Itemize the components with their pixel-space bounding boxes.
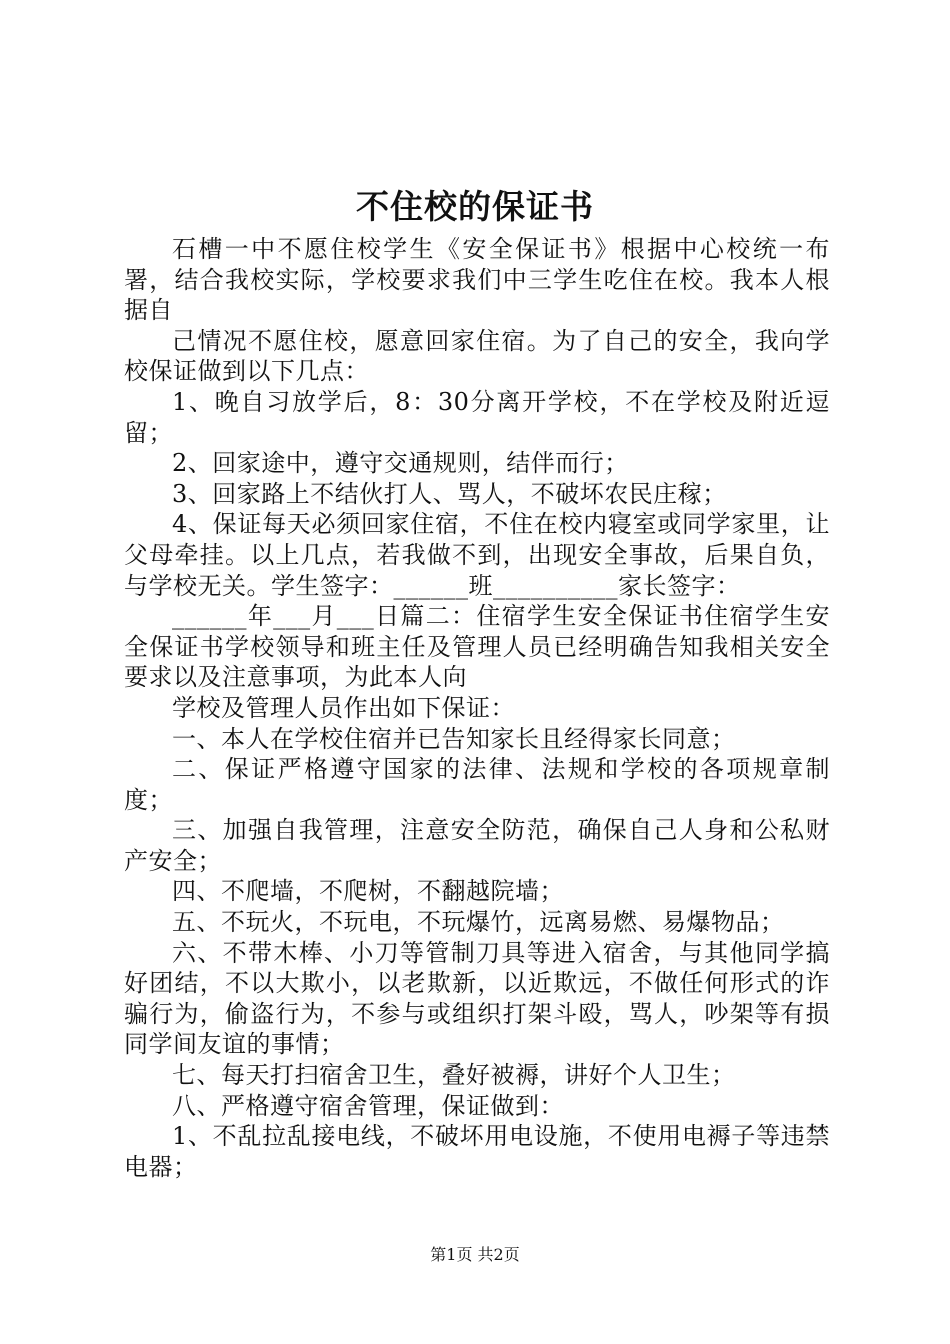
paragraph: 六、不带木棒、小刀等管制刀具等进入宿舍，与其他同学搞好团结，不以大欺小，以老欺新，以近欺远，不做任何形式的诈骗行为，偷盗行为，不参与或组织打架斗殴，骂人，吵架等有损同学间友谊的事情； (124, 938, 830, 1059)
document-body (124, 234, 830, 1182)
paragraph: 一、本人在学校住宿并已告知家长且经得家长同意； (172, 724, 736, 753)
paragraph: 五、不玩火，不玩电，不玩爆竹，远离易燃、易爆物品； (172, 908, 785, 937)
paragraph: 4、保证每天必须回家住宿，不住在校内寝室或同学家里，让父母牵挂。以上几点，若我做不到，出现安全事故，后果自负，与学校无关。学生签字：______班__________家长签字： (124, 510, 830, 600)
paragraph: 七、每天打扫宿舍卫生，叠好被褥，讲好个人卫生； (172, 1061, 736, 1090)
paragraph: 2、回家途中，遵守交通规则，结伴而行； (172, 449, 629, 478)
paragraph: 己情况不愿住校，愿意回家住宿。为了自己的安全，我向学校保证做到以下几点： (124, 326, 830, 386)
paragraph: 八、严格遵守宿舍管理，保证做到： (172, 1091, 564, 1120)
paragraph: 1、晚自习放学后，8：30分离开学校，不在学校及附近逗留； (124, 387, 830, 447)
page-footer: 第1页 共2页 (430, 1245, 520, 1264)
paragraph: 1、不乱拉乱接电线，不破坏用电设施，不使用电褥子等违禁电器； (124, 1122, 830, 1181)
document-title: 不住校的保证书 (356, 187, 594, 226)
paragraph: 二、保证严格遵守国家的法律、法规和学校的各项规章制度； (124, 755, 830, 814)
paragraph: 四、不爬墙，不爬树，不翻越院墙； (172, 877, 564, 906)
paragraph: 学校及管理人员作出如下保证： (172, 693, 515, 722)
paragraph: 三、加强自我管理，注意安全防范，确保自己人身和公私财产安全； (124, 816, 830, 875)
paragraph: 石槽一中不愿住校学生《安全保证书》根据中心校统一布署，结合我校实际，学校要求我们中三学生吃住在校。我本人根据自 (124, 235, 830, 325)
paragraph: ______年___月___日篇二：住宿学生安全保证书住宿学生安全保证书学校领导和班主任及管理人员已经明确告知我相关安全要求以及注意事项，为此本人向 (124, 602, 830, 692)
paragraph: 3、回家路上不结伙打人、骂人，不破坏农民庄稼； (172, 479, 727, 508)
